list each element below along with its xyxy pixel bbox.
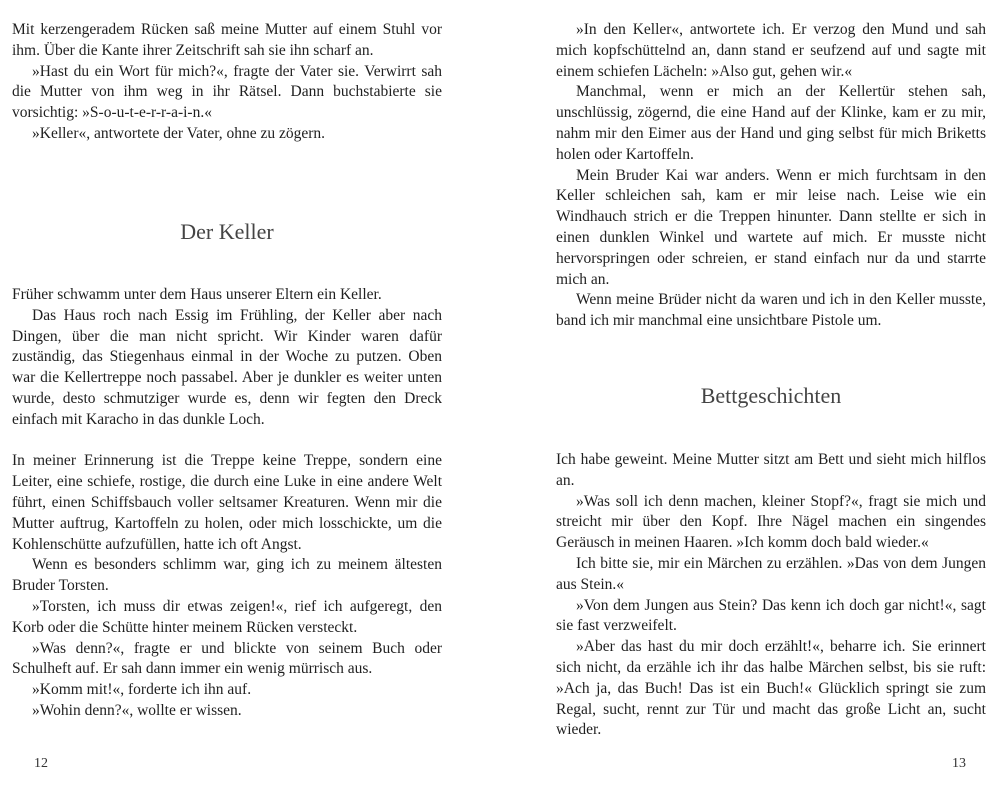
right-page xyxy=(556,0,986,800)
left-text-block-chapter xyxy=(12,285,442,722)
paragraph: »Von dem Jungen aus Stein? Das kenn ich doch gar nicht!«, sagt sie fast verzweifelt. xyxy=(556,596,986,635)
paragraph: Wenn es besonders schlimm war, ging ich zu meinem ältesten Bruder Torsten. xyxy=(12,556,442,595)
paragraph: Mit kerzengeradem Rücken saß meine Mutter auf einem Stuhl vor ihm. Über die Kante ihrer Zeitschrift sah sie ihn scharf an. xyxy=(12,21,442,59)
left-text-block-top xyxy=(12,20,442,145)
paragraph: Mein Bruder Kai war anders. Wenn er mich furchtsam in den Keller schleichen sah, kam er mir leise nach. Leise wie ein Windhauch strich er die Treppen hinunter. Dann stellte er sich in einen dunklen Winkel und wartete auf mich. Er musste nicht hervorspringen oder schreien, er stand einfach nur da und starrte mich an. xyxy=(556,166,986,288)
paragraph: Wenn meine Brüder nicht da waren und ich in den Keller musste, band ich mir manchmal eine unsichtbare Pistole um. xyxy=(556,291,986,330)
paragraph: Ich habe geweint. Meine Mutter sitzt am Bett und sieht mich hilflos an. xyxy=(556,451,986,489)
paragraph: »Aber das hast du mir doch erzählt!«, beharre ich. Sie erinnert sich nicht, da erzähle ich ihr das halbe Märchen selbst, bis sie ruft: »Ach ja, das Buch! Das ist ein Buch!« Glücklich springt sie zum Regal, sucht, rennt zur Tür und macht das große Licht an, sucht wieder. xyxy=(556,638,986,739)
left-page xyxy=(12,0,442,800)
paragraph: Früher schwamm unter dem Haus unserer Eltern ein Keller. xyxy=(12,286,382,303)
paragraph: »Hast du ein Wort für mich?«, fragte der Vater sie. Verwirrt sah die Mutter von ihm weg in ihr Rätsel. Dann buchstabierte sie vorsichtig: »S-o-u-t-e-r-r-a-i-n.« xyxy=(12,62,442,122)
paragraph: »Komm mit!«, forderte ich ihn auf. xyxy=(32,681,252,699)
page-number: 13 xyxy=(952,756,966,771)
right-text-block-chapter xyxy=(556,450,986,741)
chapter-heading: Bettgeschichten xyxy=(700,383,842,408)
page-number: 12 xyxy=(34,756,48,771)
paragraph: »Was denn?«, fragte er und blickte von seinem Buch oder Schulheft auf. Er sah dann immer ein wenig mürrisch aus. xyxy=(12,639,442,678)
paragraph: Manchmal, wenn er mich an der Kellertür stehen sah, unschlüssig, zögernd, die eine Hand auf der Klinke, kam er zu mir, nahm mir den Eimer aus der Hand und ging selbst für mich Briketts holen oder Kartoffeln. xyxy=(556,83,986,163)
paragraph: In meiner Erinnerung ist die Treppe keine Treppe, sondern eine Leiter, eine schiefe, rostige, die durch eine Luke in eine andere Welt führt, einen Schiffsbauch voller seltsamer Kreaturen. Wenn mir die Mutter auftrug, Kartoffeln zu holen, oder mich losschickte, um die Kohlenschütte aufzufüllen, hatte ich oft Angst. xyxy=(12,452,442,553)
paragraph: »Was soll ich denn machen, kleiner Stopf?«, fragt sie mich und streicht mir über den Kopf. Ihre Nägel machen ein singendes Geräusch in meinen Haaren. »Ich komm doch bald wieder.« xyxy=(556,492,986,552)
paragraph: Ich bitte sie, mir ein Märchen zu erzählen. »Das von dem Jungen aus Stein.« xyxy=(556,554,986,593)
paragraph: Das Haus roch nach Essig im Frühling, der Keller aber nach Dingen, über die man nicht spricht. Wir Kinder waren dafür zuständig, das Stiegenhaus einmal in der Woche zu putzen. Oben war die Kellertreppe noch passabel. Aber je dunkler es weiter unten wurde, desto schmutziger wurde es, denn wir fegten den Dreck einfach mit Karacho in das dunkle Loch. xyxy=(12,306,442,428)
right-text-block-top xyxy=(556,20,986,332)
paragraph: »Torsten, ich muss dir etwas zeigen!«, rief ich aufgeregt, den Korb oder die Schütte hinter meinem Rücken versteckt. xyxy=(12,597,442,636)
paragraph: »Wohin denn?«, wollte er wissen. xyxy=(32,701,242,719)
chapter-heading: Der Keller xyxy=(180,219,274,244)
paragraph: »In den Keller«, antwortete ich. Er verzog den Mund und sah mich kopfschüttelnd an, dann stand er seufzend auf und sagte mit einem schiefen Lächeln: »Also gut, gehen wir.« xyxy=(556,21,986,80)
paragraph: »Keller«, antwortete der Vater, ohne zu zögern. xyxy=(32,124,326,142)
